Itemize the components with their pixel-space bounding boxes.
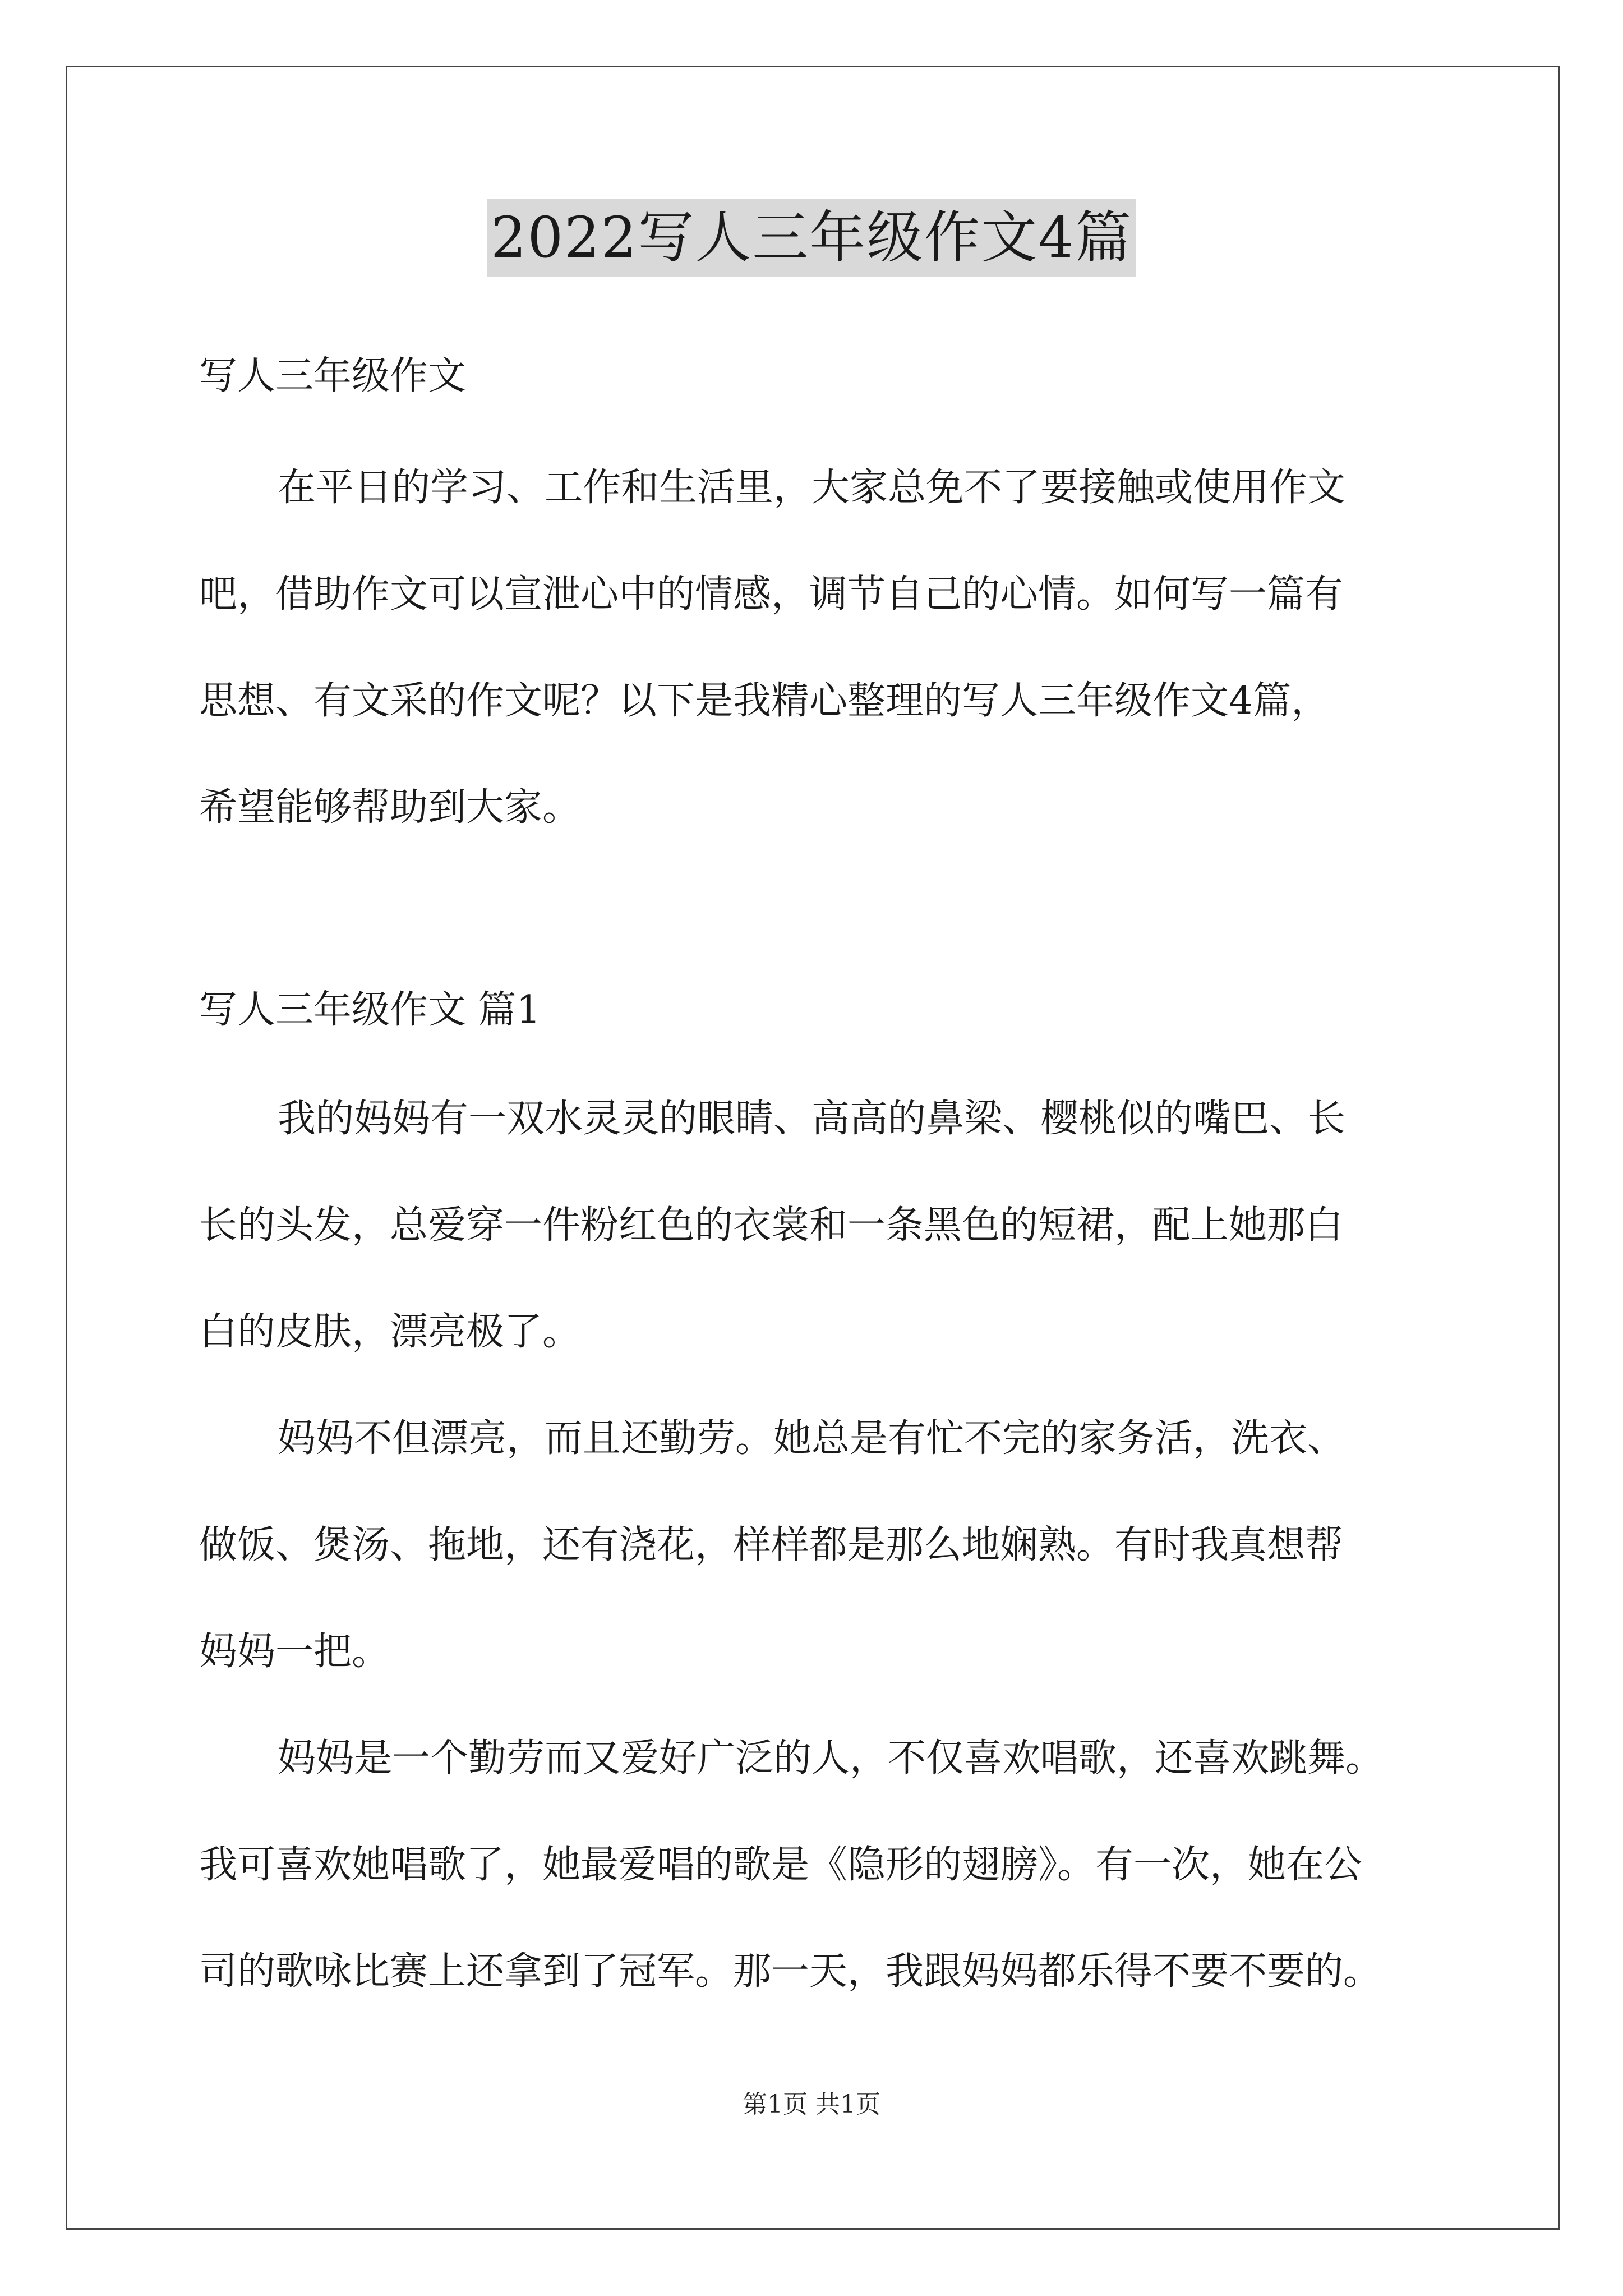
paragraph-2 xyxy=(199,1386,1345,1705)
section-heading-intro: 写人三年级作文 xyxy=(199,354,467,398)
paragraph-line: 吧，借助作文可以宣泄心中的情感，调节自己的心情。如何写一篇有 xyxy=(199,572,1344,616)
paragraph-line: 妈妈不但漂亮，而且还勤劳。她总是有忙不完的家务活，洗衣、 xyxy=(278,1416,1346,1461)
paragraph-line: 妈妈一把。 xyxy=(199,1630,390,1674)
paragraph-line: 白的皮肤，漂亮极了。 xyxy=(199,1310,581,1354)
paragraph-line: 思想、有文采的作文呢？以下是我精心整理的写人三年级作文4篇， xyxy=(199,679,1330,723)
paragraph-line: 妈妈是一个勤劳而又爱好广泛的人，不仅喜欢唱歌，还喜欢跳舞。 xyxy=(278,1736,1384,1780)
paragraph-line: 做饭、煲汤、拖地，还有浇花，样样都是那么地娴熟。有时我真想帮 xyxy=(199,1523,1344,1567)
title-container xyxy=(0,199,1623,277)
paragraph-line: 我的妈妈有一双水灵灵的眼睛、高高的鼻梁、樱桃似的嘴巴、长 xyxy=(278,1097,1346,1141)
section-heading-part1: 写人三年级作文 篇1 xyxy=(199,988,541,1032)
paragraph-3 xyxy=(199,1705,1384,2025)
paragraph-intro xyxy=(199,435,1345,861)
paragraph-line: 希望能够帮助到大家。 xyxy=(199,785,581,830)
paragraph-1 xyxy=(199,1066,1345,1386)
paragraph-line: 在平日的学习、工作和生活里，大家总免不了要接触或使用作文 xyxy=(278,466,1346,510)
page-footer: 第1页 共1页 xyxy=(743,2090,880,2119)
paragraph-line: 我可喜欢她唱歌了，她最爱唱的歌是《隐形的翅膀》。有一次，她在公 xyxy=(199,1843,1363,1887)
paragraph-line: 长的头发，总爱穿一件粉红色的衣裳和一条黑色的短裙，配上她那白 xyxy=(199,1203,1344,1248)
document-title: 2022写人三年级作文4篇 xyxy=(487,199,1136,277)
paragraph-line: 司的歌咏比赛上还拿到了冠军。那一天，我跟妈妈都乐得不要不要的。 xyxy=(199,1949,1382,1994)
